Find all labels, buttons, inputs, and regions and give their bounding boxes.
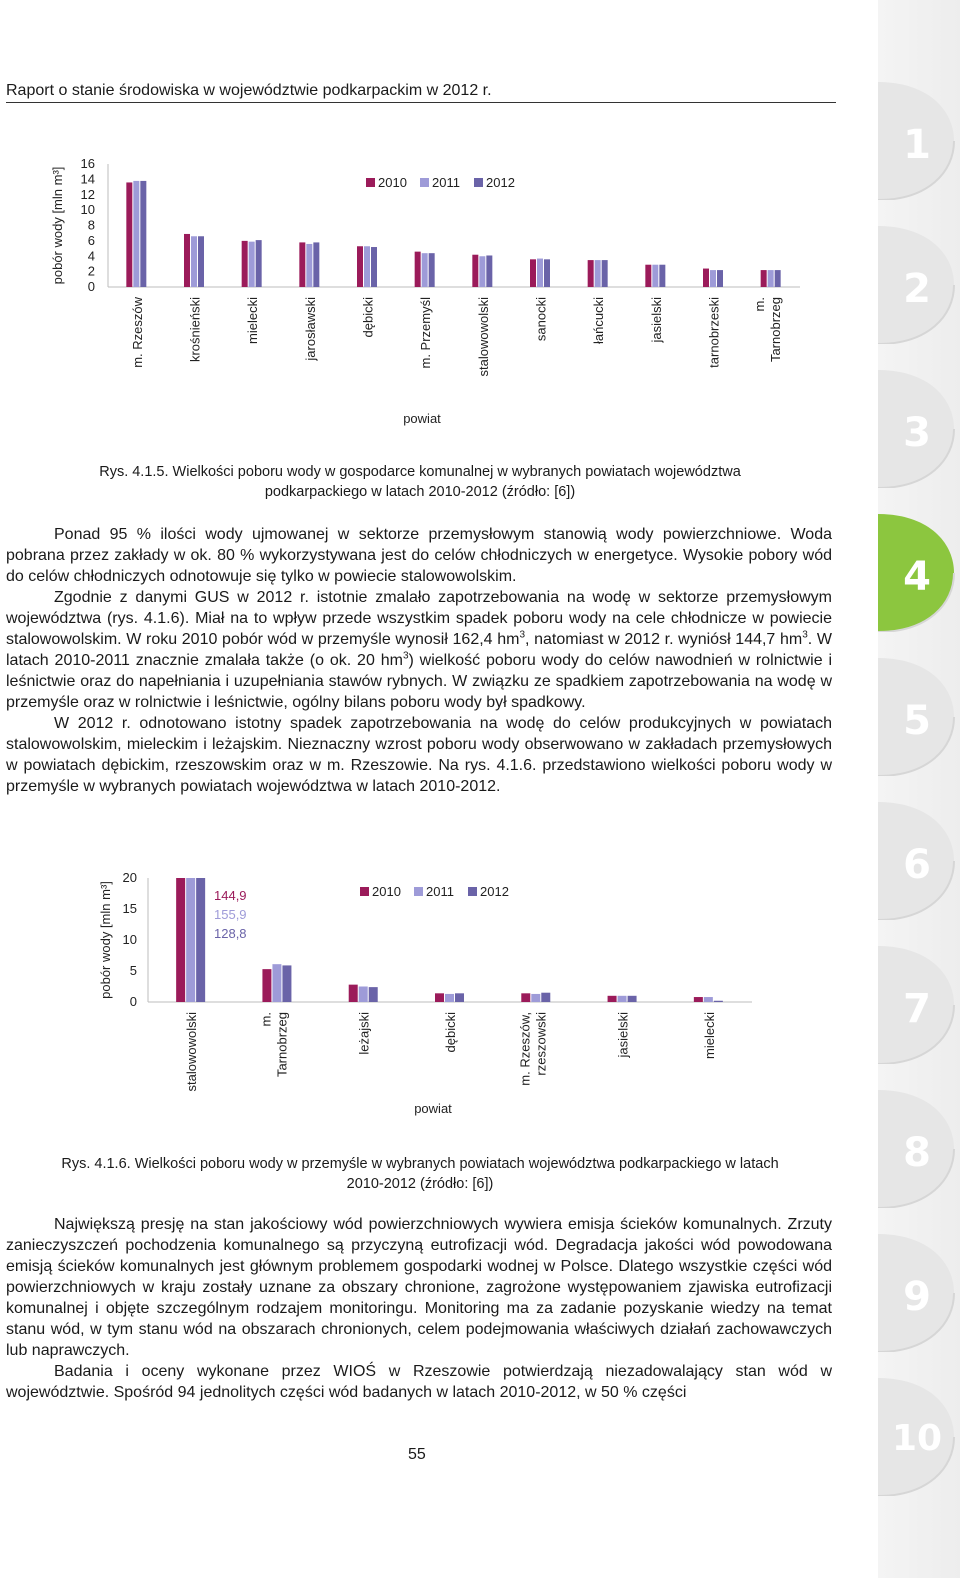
- y-axis-label: pobór wody [mln m³]: [98, 881, 113, 999]
- x-tick-label: [361, 297, 376, 338]
- paragraph: Ponad 95 % ilości wody ujmowanej w sektorze przemysłowym stanowią wody powierzchniowe. Woda pobrana przez zakłady w ok. 80 % wykorzystywana jest do celów chłodniczych w energetyce. Wysokie pobory wód do celów chłodniczych odnotowuje się tylko w powiecie stalowowolskim.: [6, 526, 832, 585]
- y-tick-label: 10: [80, 202, 95, 218]
- figure-caption-4-1-6: [0, 1154, 840, 1194]
- bar: [369, 987, 378, 1002]
- paragraph: Badania i oceny wykonane przez WIOŚ w Rzeszowie potwierdzają niezadowalający stan wód w województwie. Spośród 94 jednolitych części wód badanych w latach 2010-2012, w 50 % części: [6, 1363, 832, 1401]
- bar: [429, 253, 435, 287]
- x-tick-label-line: jasielski: [648, 297, 664, 343]
- chapter-tab-number: 4: [903, 554, 931, 600]
- chapter-tab-2[interactable]: [878, 226, 960, 344]
- chapter-tab-number: 6: [903, 842, 931, 888]
- chart-municipal-water-intake: [0, 150, 840, 440]
- bar: [710, 270, 716, 287]
- x-tick-label: [245, 297, 260, 344]
- x-tick-label-line: rzeszowski: [533, 1012, 549, 1076]
- chapter-tab-number: 8: [903, 1130, 931, 1176]
- paragraph: Największą presję na stan jakościowy wód powierzchniowych wywiera emisja ścieków komunalnych. Zrzuty zanieczyszczeń pochodzenia komunalnego są przyczyną eutrofizacji wód. Degradacja jakości wód powodowana emisją ścieków komunalnych jest głównym problemem gospodarki wodnej w Polsce. Dlatego wszystkie części wód powierzchniowych w kraju zostały uznane za obszary chronione, zagrożone występowaniem zjawiska eutrofizacji komunalnej i objęte szczególnym rodzajem monitoringu. Monitoring ma za zadanie pozyskanie wiedzy na temat stanu wód, w tym stanu wód na obszarach chronionych, celem podejmowania właściwych działań zachowawczych lub naprawczych.: [6, 1216, 832, 1359]
- x-tick-label-line: tarnobrzeski: [706, 297, 722, 368]
- y-tick-label: 15: [122, 901, 137, 916]
- chapter-tab-number: 9: [903, 1274, 931, 1320]
- x-tick-label: [702, 1012, 717, 1059]
- legend-label: 2012: [486, 175, 515, 190]
- x-tick-label-line: m. Przemyśl: [418, 297, 434, 369]
- bar: [703, 269, 709, 287]
- x-tick-label-line: krośnieński: [187, 297, 203, 363]
- bar: [242, 241, 248, 287]
- bar: [299, 242, 305, 287]
- bar: [313, 242, 319, 287]
- bar: [415, 252, 421, 287]
- superscript: 3: [802, 629, 808, 641]
- x-tick-label: [517, 1012, 548, 1086]
- bar: [659, 265, 665, 287]
- x-tick-label-line: dębicki: [443, 1012, 458, 1053]
- y-tick-label: 5: [129, 963, 137, 978]
- x-tick-label: [357, 1012, 372, 1055]
- bar: [608, 996, 617, 1002]
- chart-industrial-water-intake: [0, 868, 840, 1128]
- bar: [537, 259, 543, 287]
- x-tick-label: [707, 297, 722, 368]
- y-tick-label: 12: [80, 186, 95, 202]
- text-run: Zgodnie z danymi GUS w 2012 r. istotnie zmalało zapotrzebowania na wodę w sektorze przemysłowym województwa (rys. 4.1.6). Miał na to wpływ przede wszystkim spadek poboru wody na cele chłodnicze w powiecie stalowowolskim. W roku 2010 pobór wód w przemyśle wynosił 162,4 hm: [6, 589, 832, 648]
- bar: [455, 993, 464, 1002]
- x-tick-label-line: Tarnobrzeg: [274, 1012, 290, 1078]
- text-run: . W latach 2010-2011 znacznie zmalała także (o ok. 20 hm: [6, 631, 833, 669]
- bar: [198, 236, 204, 287]
- bar: [618, 996, 627, 1002]
- bar: [704, 997, 713, 1002]
- bar: [531, 994, 540, 1002]
- legend-swatch: [360, 887, 369, 896]
- y-tick-label: 20: [122, 870, 137, 885]
- y-tick-label: 8: [87, 217, 95, 233]
- bar: [140, 181, 146, 287]
- paragraph: W 2012 r. odnotowano istotny spadek zapotrzebowania na wodę do celów produkcyjnych w powiatach stalowowolskim, mieleckim i leżajskim. Nieznaczny wzrost poboru wody obserwowano w zakładach przemysłowych w powiatach dębickim, rzeszowskim oraz w m. Rzeszowie. Na rys. 4.1.6. przedstawiono wielkości poboru wody w przemyśle w wybranych powiatach województwa w latach 2010-2012.: [6, 715, 832, 795]
- bar: [595, 260, 601, 287]
- chapter-tab-number: 7: [903, 986, 931, 1032]
- chapter-tab-3[interactable]: [878, 370, 960, 488]
- bar: [126, 182, 132, 287]
- x-tick-label-line: łańcucki: [591, 297, 607, 344]
- x-tick-label-line: jasielski: [615, 1012, 631, 1058]
- bar: [272, 964, 281, 1002]
- x-tick-label: [591, 297, 606, 344]
- bar: [186, 878, 195, 1002]
- legend-swatch: [366, 178, 375, 187]
- x-tick-label-line: sanocki: [533, 297, 549, 342]
- text-run: , natomiast w 2012 r. wyniósł 144,7 hm: [525, 631, 803, 648]
- bar: [364, 246, 370, 287]
- bar: [357, 246, 363, 287]
- chapter-tab-4[interactable]: [878, 514, 960, 632]
- bar: [602, 260, 608, 287]
- bar: [262, 969, 271, 1002]
- y-axis-label: pobór wody [mln m³]: [50, 166, 65, 285]
- y-tick-label: 0: [129, 994, 137, 1009]
- chapter-tab-5[interactable]: [878, 658, 960, 776]
- paragraph: [6, 587, 832, 713]
- x-tick-label: [184, 1012, 199, 1092]
- bar: [422, 253, 428, 287]
- legend-label: 2011: [426, 884, 454, 899]
- bar: [196, 878, 205, 1002]
- x-axis-label: powiat: [403, 411, 441, 426]
- chapter-tab-8[interactable]: [878, 1090, 960, 1208]
- chapter-tab-number: 3: [903, 410, 931, 456]
- x-tick-label: [303, 297, 318, 362]
- chapter-tab-9[interactable]: [878, 1234, 960, 1352]
- bar: [133, 181, 139, 287]
- x-tick-label-line: stalowowolski: [184, 1012, 200, 1092]
- x-tick-label: [476, 297, 491, 377]
- y-tick-label: 2: [87, 263, 95, 279]
- bar: [472, 255, 478, 287]
- x-tick-label-line: m.: [752, 297, 768, 312]
- y-tick-label: 0: [87, 279, 95, 294]
- x-tick-label-line: m. Rzeszów,: [517, 1012, 533, 1086]
- bar: [775, 270, 781, 287]
- bar: [768, 270, 774, 287]
- legend-label: 2011: [432, 175, 460, 190]
- bar: [445, 994, 454, 1002]
- x-tick-label: [649, 297, 664, 344]
- x-tick-label: [418, 297, 433, 369]
- legend-label: 2010: [378, 175, 407, 190]
- y-tick-label: 16: [80, 156, 95, 171]
- y-tick-label: 10: [122, 932, 137, 947]
- chapter-tab-number: 2: [903, 266, 931, 312]
- x-tick-label: [130, 296, 145, 367]
- caption-line-1: Rys. 4.1.6. Wielkości poboru wody w przemyśle w wybranych powiatach województwa podkarpackiego w latach: [61, 1156, 779, 1172]
- bar: [588, 260, 594, 287]
- figure-caption-4-1-5: [0, 462, 840, 502]
- page-number: 55: [408, 1446, 426, 1463]
- chapter-tab-number: 5: [903, 698, 931, 744]
- bar: [628, 996, 637, 1002]
- chapter-tab-number: 1: [903, 122, 931, 168]
- legend-label: 2012: [480, 884, 509, 899]
- bar: [530, 259, 536, 287]
- legend-label: 2010: [372, 884, 401, 899]
- bar: [371, 247, 377, 287]
- y-tick-label: 14: [80, 171, 95, 187]
- x-tick-label: [534, 297, 549, 341]
- bar: [282, 965, 291, 1002]
- bar: [349, 985, 358, 1002]
- chapter-tab-number: 10: [891, 1418, 943, 1459]
- bar: [761, 270, 767, 287]
- y-tick-label: 4: [87, 248, 95, 264]
- legend-swatch: [420, 178, 429, 187]
- chapter-tab-10[interactable]: [878, 1378, 960, 1496]
- x-tick-label-line: leżajski: [356, 1012, 372, 1055]
- x-tick-label: [188, 297, 203, 362]
- bar: [717, 270, 723, 287]
- body-text-section-1: [6, 524, 832, 797]
- legend-swatch: [414, 887, 423, 896]
- bar: [176, 878, 185, 1002]
- page-header: Raport o stanie środowiska w województwie podkarpackim w 2012 r.: [6, 82, 836, 103]
- bar: [486, 255, 492, 287]
- x-tick-label-line: m.: [258, 1012, 274, 1027]
- data-label: 155,9: [214, 907, 247, 922]
- x-tick-label: [616, 1012, 631, 1059]
- data-label: 144,9: [214, 888, 247, 903]
- body-text-section-2: [6, 1214, 832, 1403]
- bar: [645, 265, 651, 287]
- bar: [544, 259, 550, 287]
- chapter-tab-1[interactable]: [878, 82, 960, 200]
- bar: [249, 242, 255, 287]
- x-tick-label-line: stalowowolski: [475, 297, 491, 377]
- bar: [191, 236, 197, 287]
- bar: [359, 987, 368, 1003]
- legend-swatch: [474, 178, 483, 187]
- chapter-tab-6[interactable]: [878, 802, 960, 920]
- y-tick-label: 6: [87, 232, 95, 248]
- x-tick-label: [443, 1012, 458, 1053]
- caption-line-2: 2010-2012 (źródło: [6]): [346, 1176, 494, 1192]
- x-axis-label: powiat: [414, 1101, 452, 1116]
- bar: [184, 234, 190, 287]
- superscript: 3: [402, 650, 409, 662]
- caption-line-2: podkarpackiego w latach 2010-2012 (źródło: [6]): [264, 484, 576, 500]
- chapter-tab-7[interactable]: [878, 946, 960, 1064]
- x-tick-label-line: dębicki: [360, 297, 376, 338]
- x-tick-label-line: jarosławski: [302, 297, 318, 361]
- x-tick-label-line: m. Rzeszów: [129, 297, 145, 368]
- data-label: 128,8: [214, 926, 247, 941]
- legend-swatch: [468, 887, 477, 896]
- bar: [479, 256, 485, 287]
- x-tick-label-line: mielecki: [245, 297, 261, 344]
- bar: [256, 240, 262, 287]
- bar: [652, 265, 658, 287]
- x-tick-label: [258, 1012, 289, 1077]
- bar: [694, 997, 703, 1002]
- x-tick-label: [752, 297, 783, 362]
- x-tick-label-line: Tarnobrzeg: [768, 297, 784, 363]
- text-run: ) wielkość poboru wody do celów nawodnień w rolnictwie i leśnictwie oraz do napełniania i uzupełniania stawów rybnych. W związku ze spadkiem zapotrzebowania na wodę w przemyśle oraz w rolnictwie i leśnictwie, ogólny bilans poboru wody był spadkowy.: [6, 652, 832, 711]
- bar: [521, 993, 530, 1002]
- bar: [306, 244, 312, 287]
- bar: [541, 993, 550, 1002]
- x-tick-label-line: mielecki: [701, 1012, 717, 1059]
- bar: [714, 1001, 723, 1002]
- caption-line-1: Rys. 4.1.5. Wielkości poboru wody w gospodarce komunalnej w wybranych powiatach województwa: [99, 464, 741, 480]
- bar: [435, 993, 444, 1002]
- superscript: 3: [519, 629, 526, 641]
